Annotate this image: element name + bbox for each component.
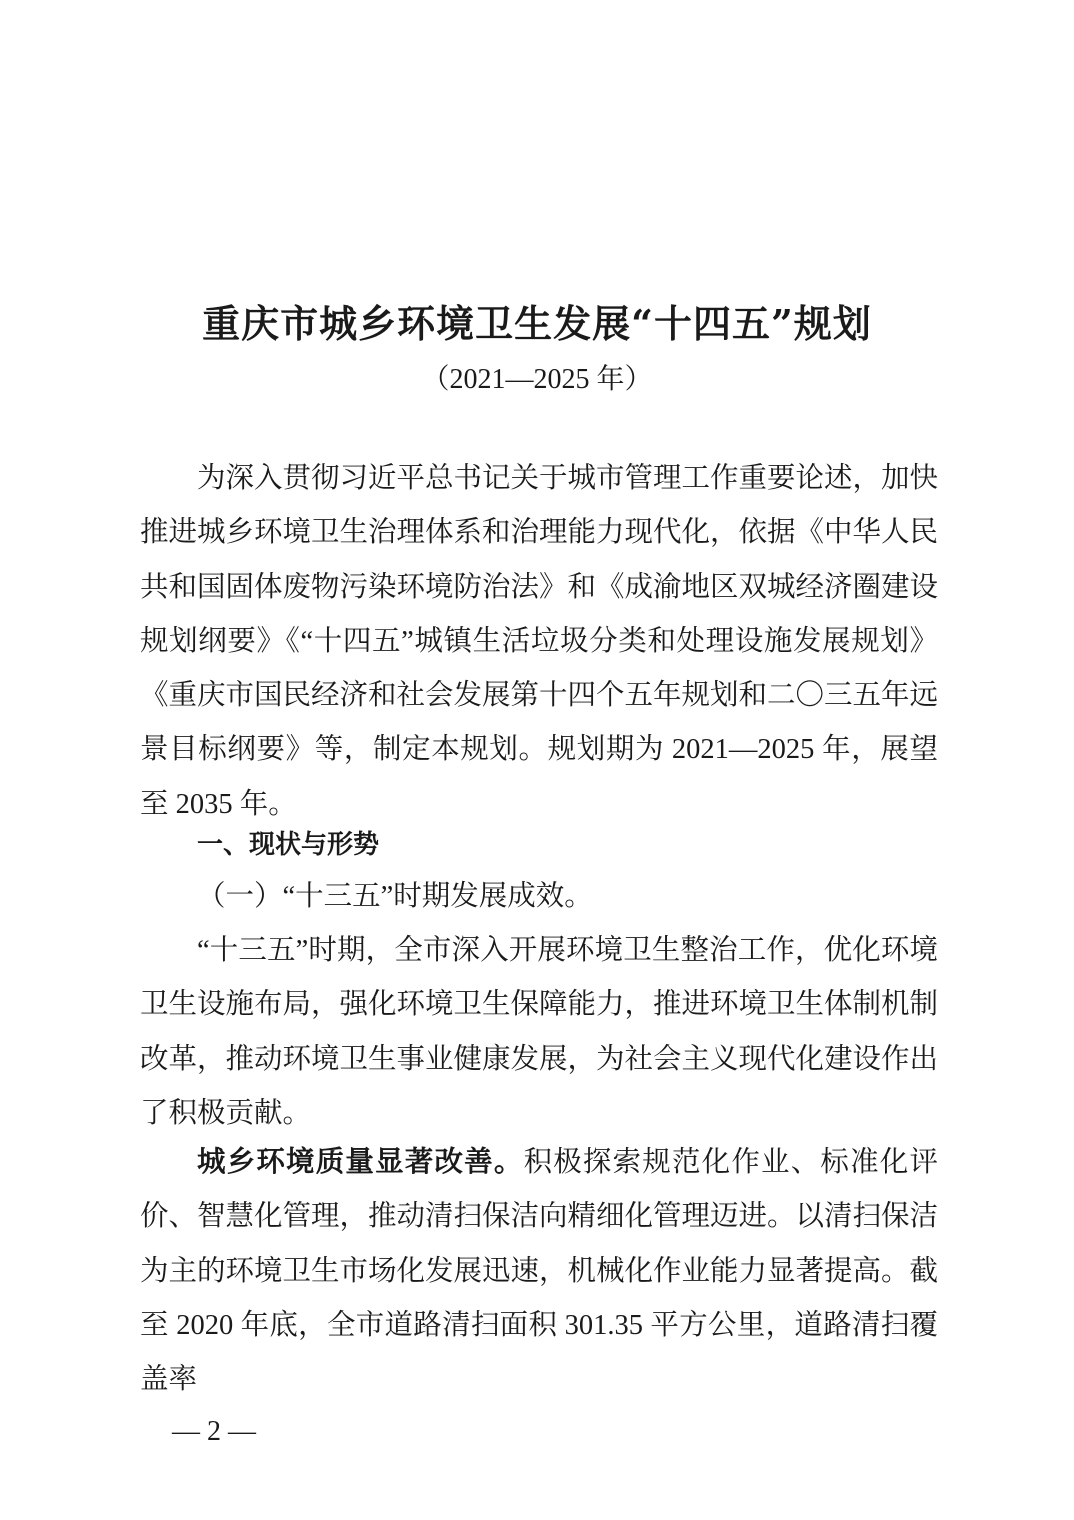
subsection-heading-1 [197, 870, 938, 924]
document-title: 重庆市城乡环境卫生发展“十四五”规划 [202, 301, 872, 346]
document-subtitle: （2021—2025 年） [421, 364, 653, 395]
subsection-heading-text: （一）“十三五”时期发展成效。 [197, 881, 593, 912]
quality-paragraph-lead: 城乡环境质量显著改善。 [197, 1147, 524, 1178]
intro-paragraph: 为深入贯彻习近平总书记关于城市管理工作重要论述，加快推进城乡环境卫生治理体系和治理能力现代化，依据《中华人民共和国固体废物污染环境防治法》和《成渝地区双城经济圈建设规划纲要》《“十四五”城镇生活垃圾分类和处理设施发展规划》《重庆市国民经济和社会发展第十四个五年规划和二〇三五年远景目标纲要》等，制定本规划。规划期为 2021—2025 年，展望至 2035 年。 [140, 463, 939, 820]
page-number: — 2 — [172, 1416, 256, 1447]
section-heading-1: 一、现状与形势 [197, 830, 380, 860]
quality-paragraph-body: 积极探索规范化作业、标准化评价、智慧化管理，推动清扫保洁向精细化管理迈进。以清扫保洁为主的环境卫生市场化发展迅速，机械化作业能力显著提高。截至 2020 年底，全市道路清扫面积 301.35 平方公里，道路清扫覆盖率 [140, 1147, 939, 1396]
summary-paragraph: “十三五”时期，全市深入开展环境卫生整治工作，优化环境卫生设施布局，强化环境卫生保障能力，推进环境卫生体制机制改革，推动环境卫生事业健康发展，为社会主义现代化建设作出了积极贡献。 [140, 935, 939, 1129]
quality-paragraph [140, 1136, 938, 1407]
